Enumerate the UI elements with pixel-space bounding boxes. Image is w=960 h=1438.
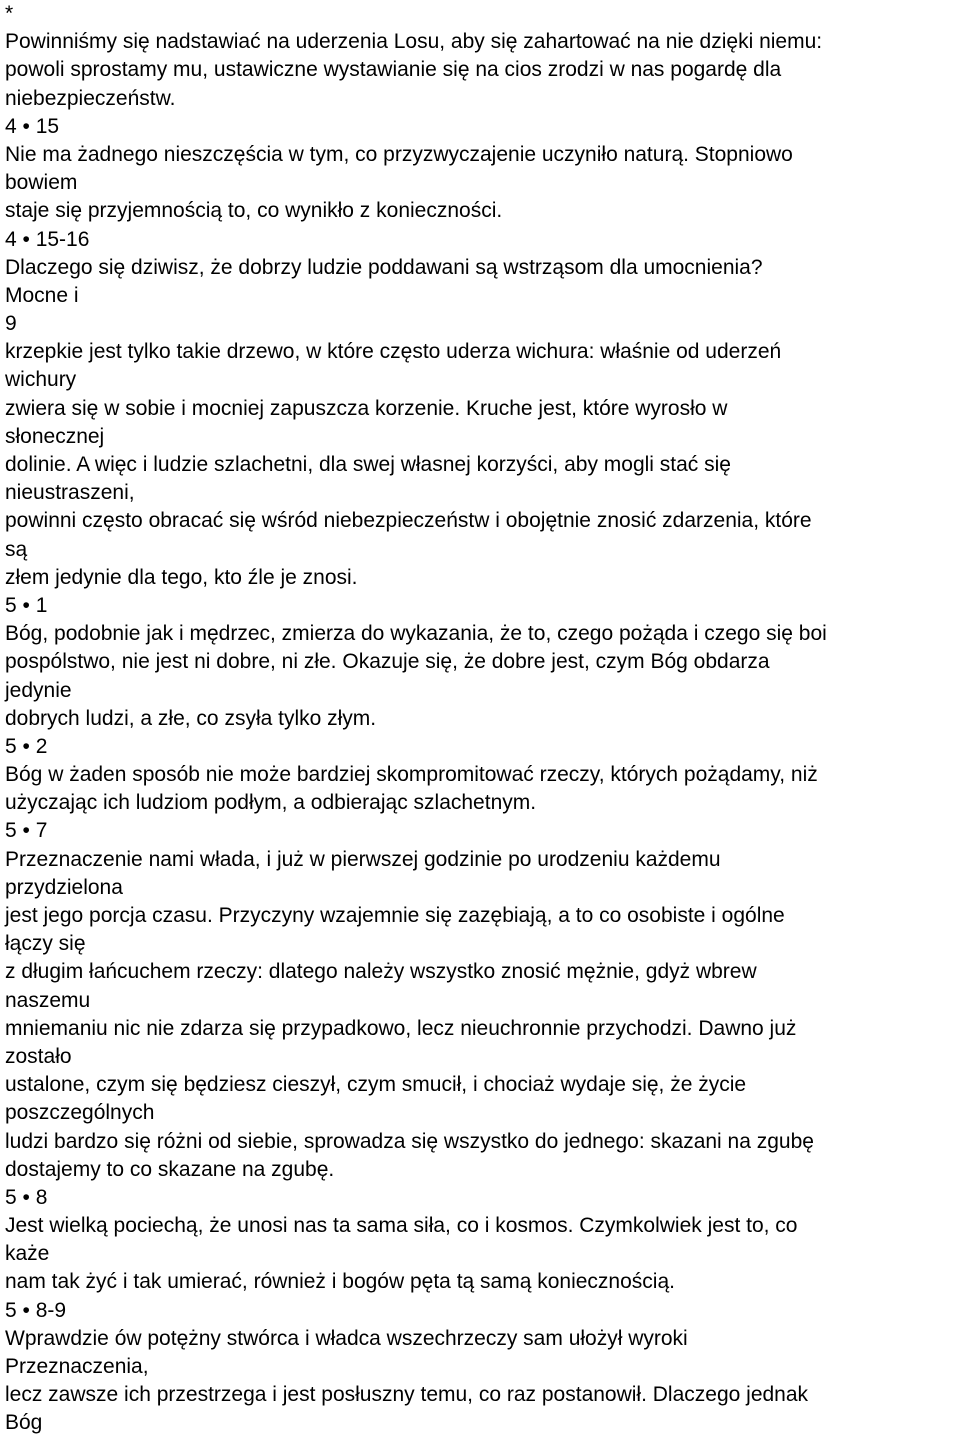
text-line: jedynie <box>5 678 72 702</box>
text-line: staje się przyjemnością to, co wynikło z konieczności. <box>5 199 503 223</box>
text-line: Nie ma żadnego nieszczęścia w tym, co przyzwyczajenie uczyniło naturą. Stopniowo <box>5 142 793 166</box>
text-line: powinni często obracać się wśród niebezpieczeństw i obojętnie znosić zdarzenia, które <box>5 509 812 533</box>
section-reference: 5 • 1 <box>5 593 48 617</box>
document-page <box>5 0 960 1438</box>
text-line: wichury <box>5 368 77 392</box>
text-line: Bóg, podobnie jak i mędrzec, zmierza do wykazania, że to, czego pożąda i czego się boi <box>5 622 827 646</box>
text-line: zwiera się w sobie i mocniej zapuszcza korzenie. Kruche jest, które wyrosło w <box>5 396 728 420</box>
text-line: jest jego porcja czasu. Przyczyny wzajemnie się zazębiają, a to co osobiste i ogólne <box>5 904 785 927</box>
text-line: Mocne i <box>5 283 79 307</box>
text-line: są <box>5 537 28 561</box>
text-line: Wprawdzie ów potężny stwórca i władca wszechrzeczy sam ułożył wyroki <box>5 1326 688 1350</box>
text-line: naszemu <box>5 988 91 1012</box>
text-line: Bóg <box>5 1411 43 1435</box>
text-line: ludzi bardzo się różni od siebie, sprowadza się wszystko do jednego: skazani na zgubę <box>5 1129 814 1153</box>
text-line: nam tak żyć i tak umierać, również i bogów pęta tą samą koniecznością. <box>5 1270 675 1294</box>
section-reference: 5 • 2 <box>5 734 48 758</box>
section-reference: 4 • 15 <box>5 114 60 138</box>
section-reference: 5 • 7 <box>5 819 48 843</box>
text-line: przydzielona <box>5 875 123 899</box>
text-line: użyczając ich ludziom podłym, a odbierając szlachetnym. <box>5 791 537 815</box>
text-line: Bóg w żaden sposób nie może bardziej skompromitować rzeczy, których pożądamy, niż <box>5 763 818 787</box>
text-line: dobrych ludzi, a złe, co zsyła tylko złym. <box>5 706 377 730</box>
text-line: ustalone, czym się będziesz cieszył, czym smucił, i chociaż wydaje się, że życie <box>5 1073 747 1097</box>
text-line: Dlaczego się dziwisz, że dobrzy ludzie poddawani są wstrząsom dla umocnienia? <box>5 255 763 279</box>
text-line: zostało <box>5 1044 72 1068</box>
text-line: złem jedynie dla tego, kto źle je znosi. <box>5 565 358 589</box>
text-line: Przeznaczenie nami włada, i już w pierwszej godzinie po urodzeniu każdemu <box>5 847 721 871</box>
text-line: poszczególnych <box>5 1101 155 1125</box>
text-line: * <box>5 2 14 25</box>
text-line: krzepkie jest tylko takie drzewo, w które często uderza wichura: właśnie od uderzeń <box>5 340 782 364</box>
text-line: z długim łańcuchem rzeczy: dlatego należy wszystko znosić mężnie, gdyż wbrew <box>5 960 757 984</box>
text-line: bowiem <box>5 171 78 195</box>
text-line: Powinniśmy się nadstawiać na uderzenia Losu, aby się zahartować na nie dzięki niemu: <box>5 30 823 54</box>
text-line: dostajemy to co skazane na zgubę. <box>5 1157 335 1181</box>
text-line: dolinie. A więc i ludzie szlachetni, dla swej własnej korzyści, aby mogli stać się <box>5 453 731 476</box>
text-line: mniemaniu nic nie zdarza się przypadkowo, lecz nieuchronnie przychodzi. Dawno już <box>5 1016 797 1040</box>
text-line: powoli sprostamy mu, ustawiczne wystawianie się na cios zrodzi w nas pogardę dla <box>5 58 782 82</box>
text-line: pospólstwo, nie jest ni dobre, ni złe. Okazuje się, że dobre jest, czym Bóg obdarza <box>5 650 770 674</box>
text-line: lecz zawsze ich przestrzega i jest posłuszny temu, co raz postanowił. Dlaczego jednak <box>5 1383 809 1407</box>
text-line: nieustraszeni, <box>5 481 135 505</box>
page-number: 9 <box>5 312 17 336</box>
text-line: słonecznej <box>5 424 105 448</box>
section-reference: 5 • 8-9 <box>5 1298 67 1322</box>
section-reference: 4 • 15-16 <box>5 227 90 251</box>
text-line: niebezpieczeństw. <box>5 86 176 110</box>
text-line: każe <box>5 1242 50 1266</box>
text-line: łączy się <box>5 932 86 956</box>
section-reference: 5 • 8 <box>5 1185 48 1209</box>
text-line: Przeznaczenia, <box>5 1355 149 1378</box>
text-line: Jest wielką pociechą, że unosi nas ta sama siła, co i kosmos. Czymkolwiek jest to, co <box>5 1214 798 1238</box>
